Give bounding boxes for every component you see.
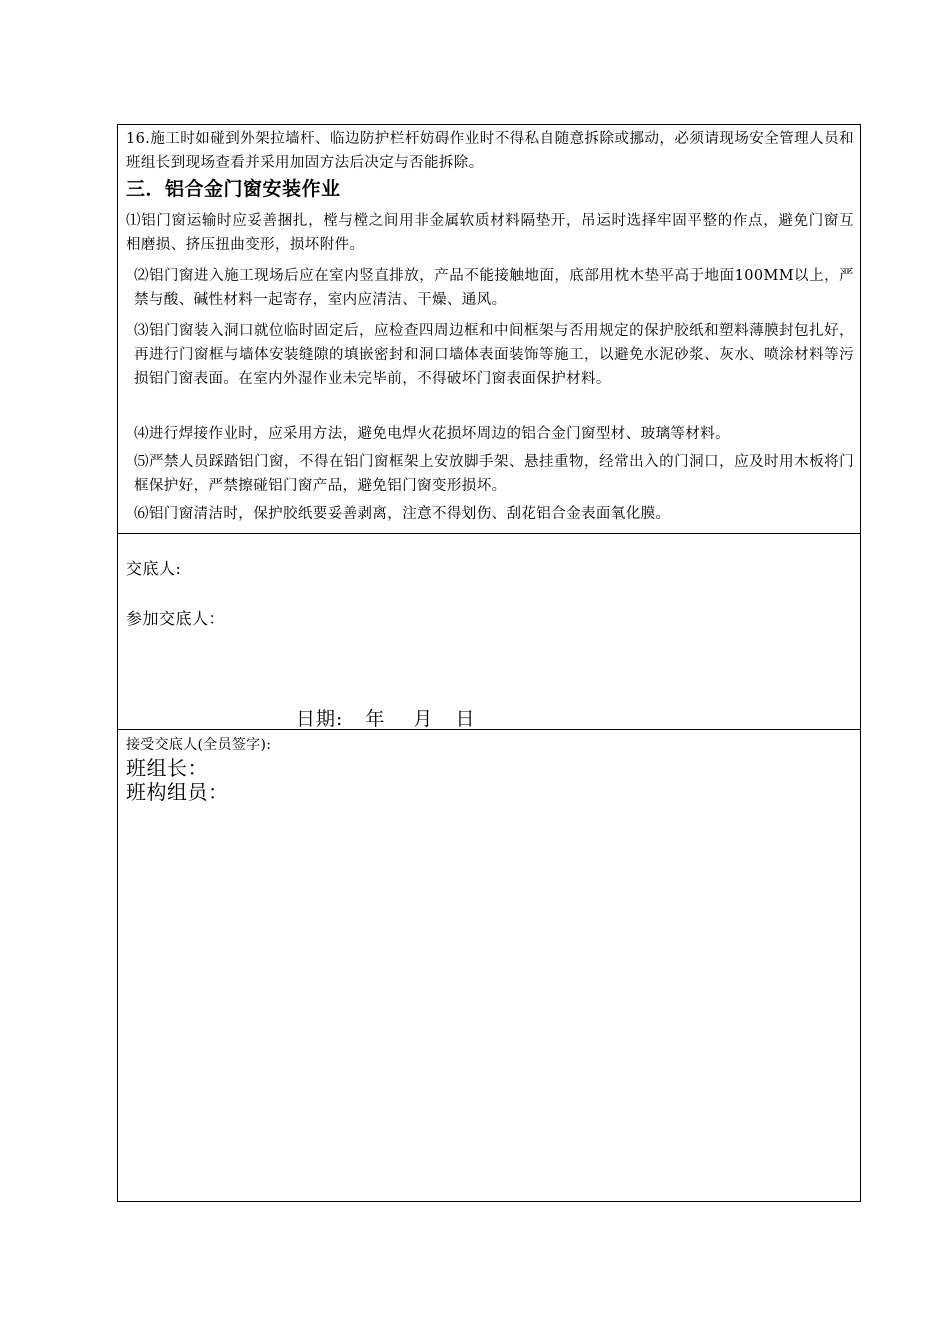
team-members-label: 班构组员： [126,780,229,804]
team-leader-label: 班组长： [126,756,208,780]
point-4-paragraph: ⑷进行焊接作业时，应采用方法，避免电焊火花损坏周边的铝合金门窗型材、玻璃等材料。 [134,426,730,442]
date-row [296,704,475,731]
point-3-paragraph: ⑶铝门窗装入洞口就位临时固定后，应检查四周边框和中间框架与否用规定的保护胶纸和塑料薄膜封包扎好，再进行门窗框与墙体安装缝隙的填嵌密封和洞口墙体表面装饰等施工，以避免水泥砂浆、灰水、喷涂材料等污损铝门窗表面。在室内外湿作业未完毕前，不得破坏门窗表面保护材料。 [134,323,854,387]
point-2-paragraph: ⑵铝门窗进入施工现场后应在室内竖直排放，产品不能接触地面，底部用枕木垫平高于地面100MM以上，严禁与酸、碱性材料一起寄存，室内应清洁、干燥、通风。 [134,268,854,308]
point-6-paragraph: ⑹铝门窗清洁时，保护胶纸要妥善剥离，注意不得划伤、刮花铝合金表面氧化膜。 [134,506,671,522]
date-label: 日期: [296,708,344,730]
year-label: 年 [365,708,386,730]
receivers-cell [118,730,860,1201]
content-cell [118,125,860,534]
point-1-paragraph: ⑴铝门窗运输时应妥善捆扎，樘与樘之间用非金属软质材料隔垫开，吊运时选择牢固平整的作点，避免门窗互相磨损、挤压扭曲变形，损坏附件。 [126,213,854,253]
section-heading: 三．铝合金门窗安装作业 [126,178,341,200]
point-5-paragraph: ⑸严禁人员踩踏铝门窗，不得在铝门窗框架上安放脚手架、悬挂重物，经常出入的门洞口，应及时用木板将门框保护好，严禁擦碰铝门窗产品，避免铝门窗变形损坏。 [134,454,854,494]
presenter-label: 交底人: [126,559,182,578]
day-label: 日 [455,708,476,730]
participants-label: 参加交底人： [126,609,226,628]
month-label: 月 [413,708,434,730]
receivers-header: 接受交底人(全员签字): [126,737,272,753]
signoff-cell [118,534,860,730]
disclosure-table [117,124,861,1202]
item-16-paragraph: 16.施工时如碰到外架拉墙杆、临边防护栏杆妨碍作业时不得私自随意拆除或挪动，必须请现场安全管理人员和班组长到现场查看并采用加固方法后决定与否能拆除。 [126,131,854,171]
